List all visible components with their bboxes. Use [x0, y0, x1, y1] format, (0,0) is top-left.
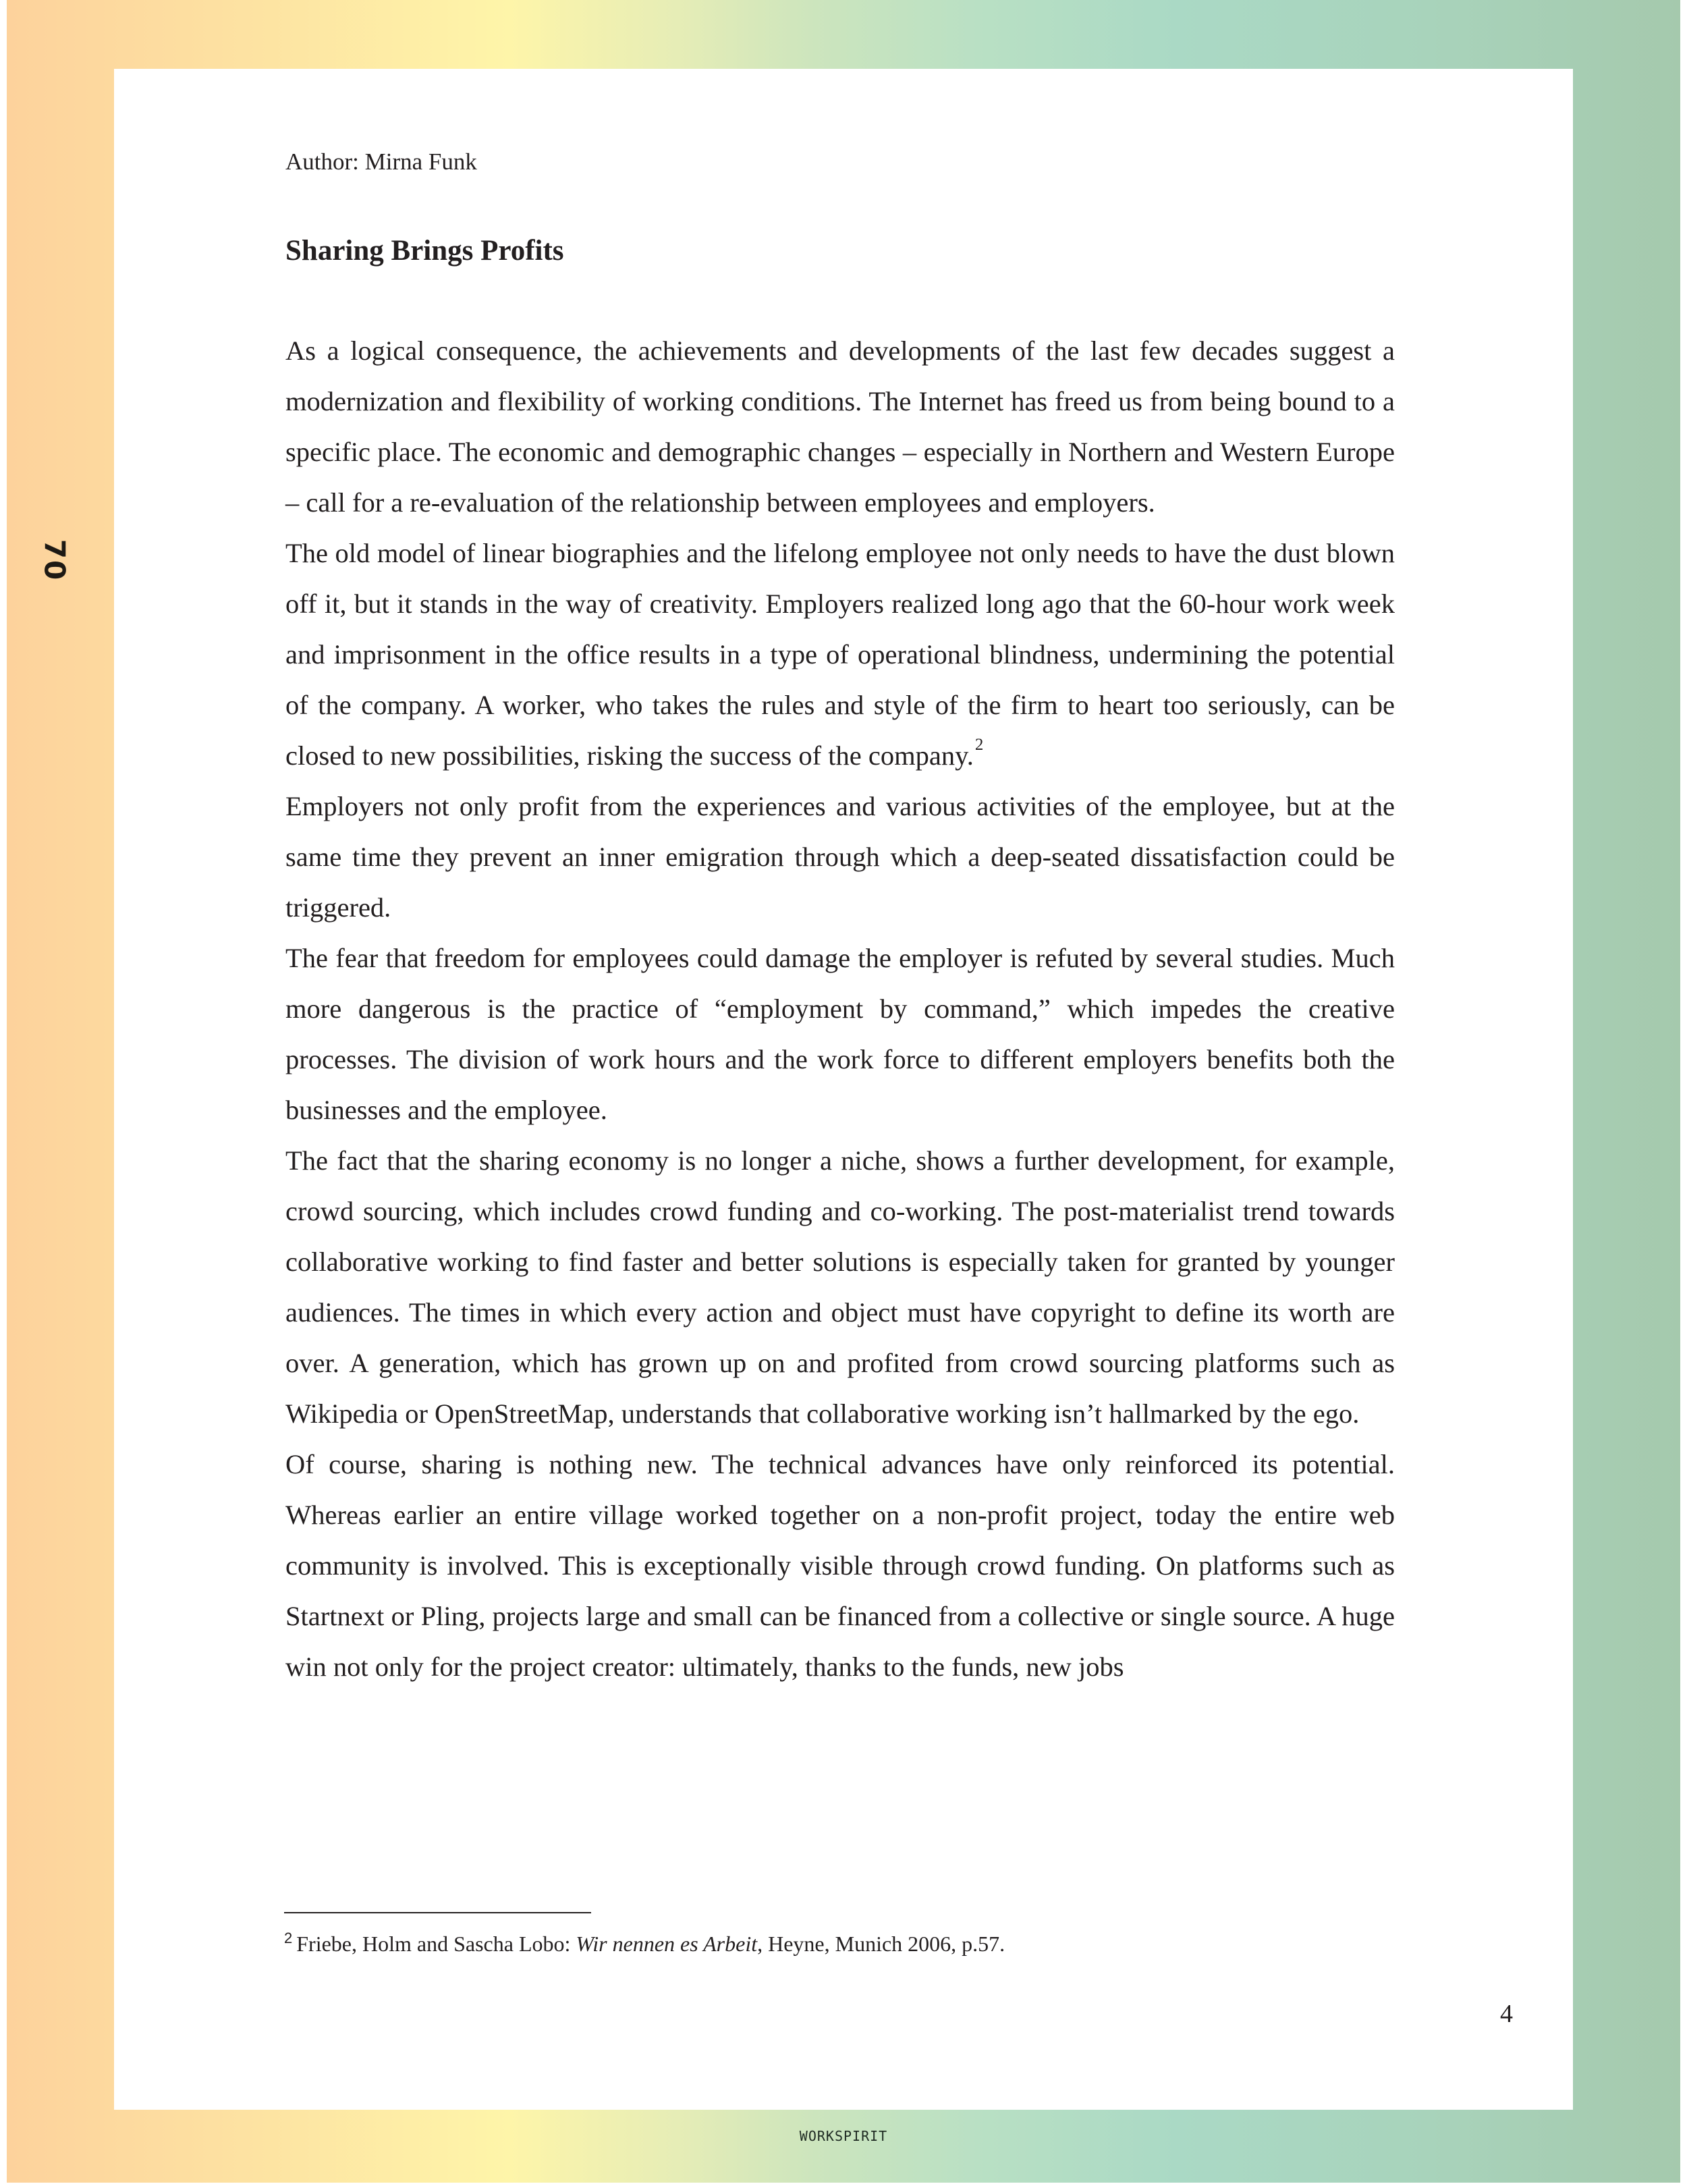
- footnote-text-before: Friebe, Holm and Sascha Lobo:: [296, 1932, 576, 1956]
- footnote-reference[interactable]: 2: [974, 736, 984, 754]
- footnote-divider: [284, 1912, 591, 1913]
- footnote-text-after: , Heyne, Munich 2006, p.57.: [757, 1932, 1005, 1956]
- article-title: Sharing Brings Profits: [285, 235, 564, 267]
- page-number: 4: [1500, 2000, 1513, 2028]
- paragraph-1: As a logical consequence, the achievements and developments of the last few decades suggest a modernization and flexibility of working conditions. The Internet has freed us from being bound to a specific place. The economic and demographic changes – especially in Northern and Western Europe – call for a re-evaluation of the relationship between employees and employers.: [285, 335, 1395, 518]
- footnote-marker: 2: [284, 1930, 293, 1946]
- paragraph-2: [285, 528, 1395, 781]
- paragraph-5: The fact that the sharing economy is no longer a niche, shows a further development, for example, crowd sourcing, which includes crowd funding and co-working. The post-materialist trend towards collaborative working to find faster and better solutions is especially taken for granted by younger audiences. The times in which every action and object must have copyright to define its worth are over. A generation, which has grown up on and profited from crowd sourcing platforms such as Wikipedia or OpenStreetMap, understands that collaborative working isn’t hallmarked by the ego.: [285, 1145, 1395, 1429]
- side-page-number: 70: [38, 539, 72, 582]
- footnote: [284, 1932, 1005, 1957]
- footer-brand: WORKSPIRIT: [799, 2128, 888, 2144]
- paragraph-3: Employers not only profit from the experiences and various activities of the employee, but at the same time they prevent an inner emigration through which a deep-seated dissatisfaction could be triggered.: [285, 791, 1395, 923]
- paragraph-4: The fear that freedom for employees could damage the employer is refuted by several studies. Much more dangerous is the practice of “employment by command,” which impedes the creative processes. The division of work hours and the work force to different employers benefits both the businesses and the employee.: [285, 943, 1395, 1125]
- document-page: [114, 69, 1573, 2110]
- author-line: Author: Mirna Funk: [285, 148, 477, 175]
- article-body: [285, 325, 1395, 1692]
- footnote-book-title: Wir nennen es Arbeit: [576, 1932, 758, 1956]
- paragraph-6: Of course, sharing is nothing new. The technical advances have only reinforced its potential. Whereas earlier an entire village worked together on a non-profit project, today the entire web community is involved. This is exceptionally visible through crowd funding. On platforms such as Startnext or Pling, projects large and small can be financed from a collective or single source. A huge win not only for the project creator: ultimately, thanks to the funds, new jobs: [285, 1449, 1395, 1682]
- paragraph-2-text: The old model of linear biographies and the lifelong employee not only needs to have the dust blown off it, but it stands in the way of creativity. Employers realized long ago that the 60-hour work week and imprisonment in the office results in a type of operational blindness, undermining the potential of the company. A worker, who takes the rules and style of the firm to heart too seriously, can be closed to new possibilities, risking the success of the company.: [285, 538, 1395, 771]
